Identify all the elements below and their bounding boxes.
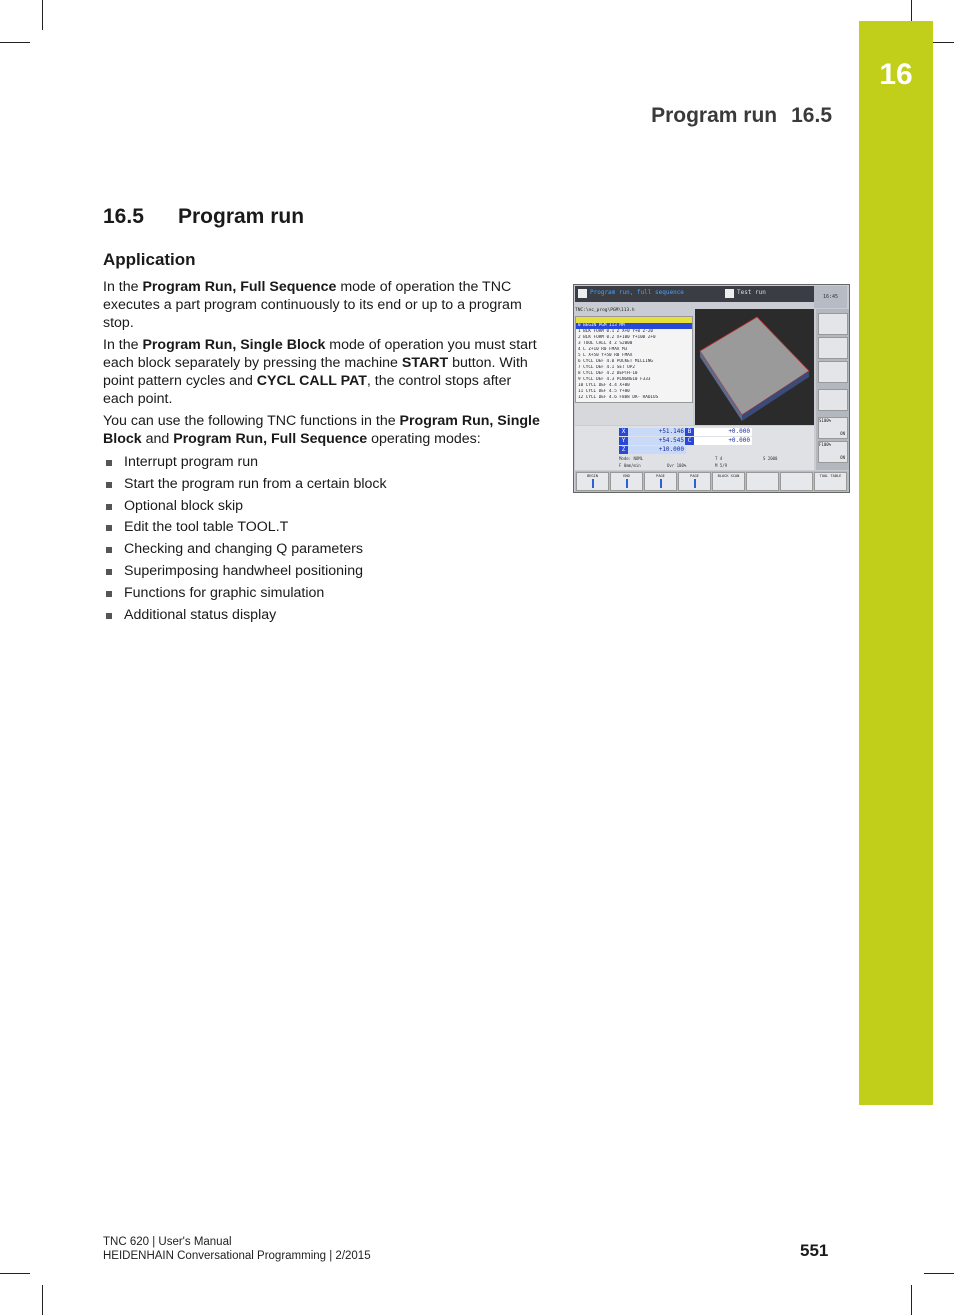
text-run: and xyxy=(141,431,174,447)
program-line[interactable]: 8 CYCL DEF 4.2 DEPTH-10 xyxy=(578,371,638,376)
on-label: ON xyxy=(840,455,845,460)
axis-value: +0.000 xyxy=(694,437,752,445)
function-list xyxy=(103,452,543,626)
arrow-down-icon xyxy=(694,479,696,488)
footer-line-1: TNC 620 | User's Manual xyxy=(103,1236,232,1248)
mode-icon xyxy=(725,289,734,298)
program-line[interactable]: 11 CYCL DEF 4.5 Y+80 xyxy=(578,389,630,394)
bold-term: Program Run, Single Block xyxy=(103,413,540,447)
status-line xyxy=(623,403,693,410)
softkey-label: PAGE xyxy=(656,474,665,478)
text-run: , the control stops after each point. xyxy=(103,373,512,407)
axis-value: +51.146 xyxy=(628,428,686,436)
program-run-icon xyxy=(578,289,587,298)
s-override-softkey[interactable] xyxy=(818,417,848,439)
side-softkey[interactable] xyxy=(818,337,848,359)
softkey-label: PAGE xyxy=(690,474,699,478)
axis-c xyxy=(685,437,752,445)
chapter-tab xyxy=(859,21,933,1105)
softkey-page-up[interactable] xyxy=(644,472,677,491)
softkey-empty[interactable] xyxy=(746,472,779,491)
on-label: ON xyxy=(840,431,845,436)
program-line[interactable]: 2 BLK FORM 0.2 X+100 Y+100 Z+0 xyxy=(578,335,656,340)
tnc-screenshot xyxy=(573,284,850,493)
axis-x xyxy=(619,428,686,436)
program-line[interactable]: 3 TOOL CALL 4 Z S2000 xyxy=(578,341,633,346)
axis-label: C xyxy=(685,437,694,445)
axis-value: +54.545 xyxy=(628,437,686,445)
axis-label: Z xyxy=(619,446,628,454)
list-item: Superimposing handwheel positioning xyxy=(103,561,543,583)
program-line[interactable]: 12 CYCL DEF 4.6 F888 DR- RADIUS xyxy=(578,395,659,400)
arrow-down-icon xyxy=(626,479,628,488)
list-item: Edit the tool table TOOL.T xyxy=(103,517,543,539)
secondary-mode: Test run xyxy=(737,289,766,296)
clock: 16:45 xyxy=(814,286,847,308)
crop-mark xyxy=(911,1285,912,1315)
list-item: Additional status display xyxy=(103,605,543,627)
list-item: Interrupt program run xyxy=(103,452,543,474)
section-title xyxy=(103,205,304,229)
softkey-page-down[interactable] xyxy=(678,472,711,491)
program-line[interactable]: 9 CYCL DEF 4.3 PLNGNG10 F333 xyxy=(578,377,651,382)
side-softkey[interactable] xyxy=(818,389,848,411)
text-run: You can use the following TNC functions in the xyxy=(103,413,400,429)
axis-value: +0.000 xyxy=(694,428,752,436)
side-softkey[interactable] xyxy=(818,313,848,335)
chapter-number: 16 xyxy=(879,58,913,91)
softkey-block-scan[interactable] xyxy=(712,472,745,491)
list-item: Functions for graphic simulation xyxy=(103,583,543,605)
softkey-label: BLOCK SCAN xyxy=(717,474,740,478)
f-override-softkey[interactable] xyxy=(818,441,848,463)
mode-title: Program run, full sequence xyxy=(590,289,684,296)
bold-term: Program Run, Full Sequence xyxy=(142,279,337,295)
text-run: mode of operation the TNC executes a part program continuously to its end or up to a program stop. xyxy=(103,279,522,331)
workpiece-graphic xyxy=(695,309,814,425)
running-head-title: Program run xyxy=(651,104,778,127)
list-item: Optional block skip xyxy=(103,496,543,518)
bold-term: START xyxy=(401,355,449,371)
page-number: 551 xyxy=(800,1241,829,1260)
arrow-up-icon xyxy=(660,479,662,488)
softkey-end[interactable] xyxy=(610,472,643,491)
bold-term: Program Run, Full Sequence xyxy=(173,431,368,447)
text-run: button. With point pattern cycles and xyxy=(103,355,528,389)
crop-mark xyxy=(0,1273,30,1274)
position-display xyxy=(575,426,814,470)
status-area xyxy=(575,403,693,425)
softkey-label: TOOL TABLE xyxy=(819,474,842,478)
status-feed: F 0mm/min xyxy=(619,463,641,468)
paragraph-3 xyxy=(103,412,543,448)
text-run: In the xyxy=(103,279,143,295)
body-text xyxy=(103,278,543,626)
section-number: 16.5 xyxy=(103,205,144,228)
axis-value: +10.000 xyxy=(628,446,686,454)
axis-label: B xyxy=(685,428,694,436)
crop-mark xyxy=(42,1285,43,1315)
axis-z xyxy=(619,446,686,454)
axis-b xyxy=(685,428,752,436)
simulation-graphic xyxy=(695,309,814,425)
program-line[interactable]: 5 L X+50 Y+50 R0 FMAX xyxy=(578,353,633,358)
mode-titlebar xyxy=(575,286,815,302)
status-override: Ovr 100% xyxy=(667,463,687,468)
program-line[interactable]: 0 BEGIN PGM 113 MM xyxy=(576,323,692,329)
status-mode: Mode: NOML xyxy=(619,456,644,461)
section-title-text: Program run xyxy=(178,205,305,228)
softkey-tool-table[interactable] xyxy=(814,472,847,491)
softkey-label: END xyxy=(623,474,630,478)
arrow-up-icon xyxy=(592,479,594,488)
softkey-label: BEGIN xyxy=(587,474,598,478)
axis-label: X xyxy=(619,428,628,436)
program-line[interactable]: 7 CYCL DEF 4.1 SET UP2 xyxy=(578,365,635,370)
text-run: mode of operation you must start each block separately by pressing the machine xyxy=(103,337,537,371)
list-item: Start the program run from a certain block xyxy=(103,474,543,496)
side-softkey[interactable] xyxy=(818,361,848,383)
status-tool: T 4 xyxy=(715,456,723,461)
softkey-empty[interactable] xyxy=(780,472,813,491)
program-path: TNC:\nc_prog\PGM\113.h xyxy=(575,308,635,313)
program-line[interactable]: 4 L Z+10 R0 FMAX M3 xyxy=(578,347,628,352)
bold-term: CYCL CALL PAT xyxy=(256,373,367,389)
text-run: In the xyxy=(103,337,143,353)
running-head-section: 16.5 xyxy=(791,104,832,127)
axis-label: Y xyxy=(619,437,628,445)
paragraph-1 xyxy=(103,278,543,332)
subheading: Application xyxy=(103,250,196,269)
list-item: Checking and changing Q parameters xyxy=(103,539,543,561)
axis-y xyxy=(619,437,686,445)
right-panel xyxy=(816,309,850,470)
program-listing xyxy=(575,316,693,403)
program-line[interactable]: 10 CYCL DEF 4.4 X+80 xyxy=(578,383,630,388)
softkey-begin[interactable] xyxy=(576,472,609,491)
s-override-label: S100% xyxy=(819,418,832,423)
text-run: operating modes: xyxy=(367,431,481,447)
bold-term: Program Run, Single Block xyxy=(142,337,326,353)
program-line[interactable]: 1 BLK FORM 0.1 Z X+0 Y+0 Z-20 xyxy=(578,329,654,334)
status-m: M 5/9 xyxy=(715,463,728,468)
crop-mark xyxy=(42,0,43,30)
softkey-row xyxy=(575,471,850,492)
paragraph-2 xyxy=(103,336,543,408)
f-override-label: F100% xyxy=(819,442,832,447)
running-head xyxy=(651,104,832,128)
crop-mark xyxy=(924,1273,954,1274)
program-line[interactable]: 6 CYCL DEF 4.0 POCKET MILLING xyxy=(578,359,654,364)
status-spindle: S 2000 xyxy=(763,456,778,461)
footer-line-2: HEIDENHAIN Conversational Programming | 2/2015 xyxy=(103,1250,371,1262)
footer xyxy=(103,1235,371,1263)
crop-mark xyxy=(0,42,30,43)
